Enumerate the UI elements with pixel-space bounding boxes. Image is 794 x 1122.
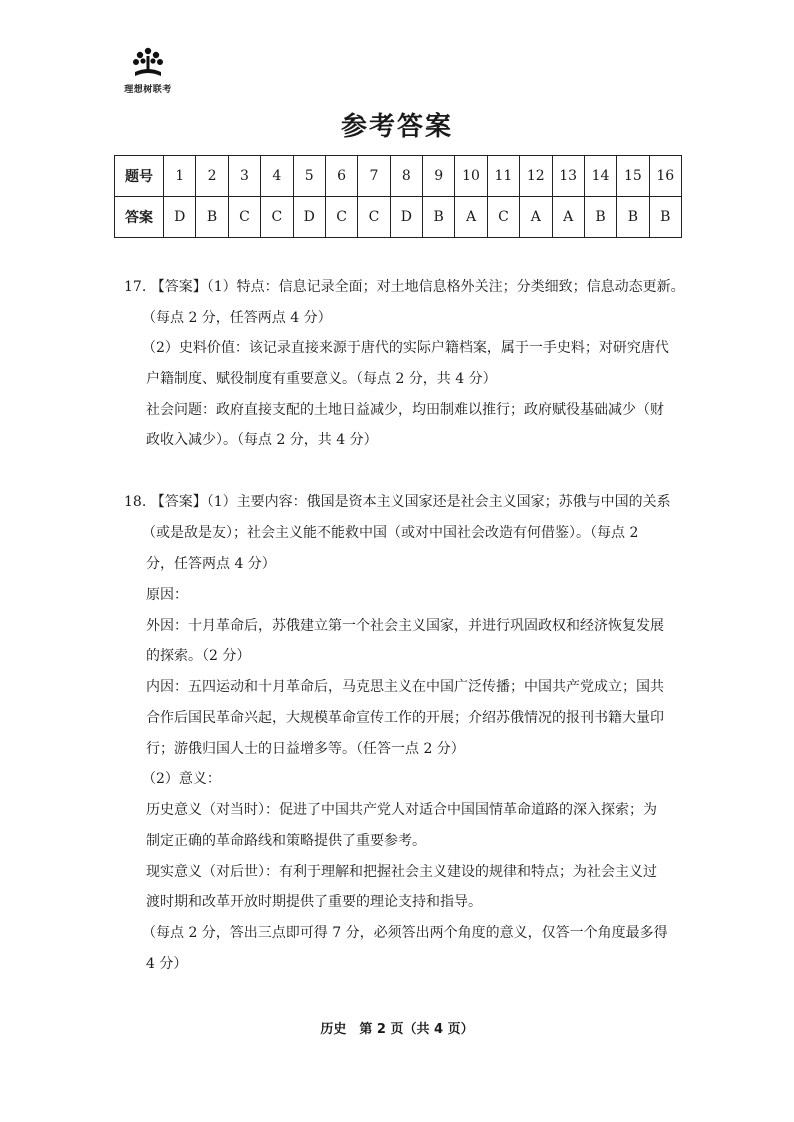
q18-line: 的探索。（2 分）: [146, 648, 251, 664]
logo-text: 理想树联考: [124, 85, 172, 95]
question-number-cell: 9: [423, 156, 455, 197]
answer-cell: B: [423, 197, 455, 238]
q18-line: 合作后国民革命兴起，大规模革命宣传工作的开展；介绍苏俄情况的报刊书籍大量印: [146, 710, 664, 726]
question-number-cell: 11: [487, 156, 519, 197]
q18-line: 原因：: [146, 587, 188, 603]
question-number-cell: 10: [455, 156, 487, 197]
q17-line: 政收入减少）。（每点 2 分，共 4 分）: [146, 432, 378, 448]
answer-cell: C: [487, 197, 519, 238]
question-number-row: [115, 156, 682, 197]
row-label-number: 题号: [115, 156, 164, 197]
q18-line: （2）意义：: [142, 771, 221, 787]
q17-line: 社会问题：政府直接支配的土地日益减少，均田制难以推行；政府赋役基础减少（财: [146, 402, 664, 418]
question-number-cell: 15: [617, 156, 649, 197]
answer-cell: C: [358, 197, 390, 238]
q17-line: 17. 【答案】（1）特点：信息记录全面；对土地信息格外关注；分类细致；信息动态更新。: [124, 279, 685, 295]
question-number-cell: 8: [390, 156, 422, 197]
answer-cell: B: [196, 197, 228, 238]
question-number-cell: 14: [584, 156, 616, 197]
question-number-cell: 7: [358, 156, 390, 197]
question-number-cell: 13: [552, 156, 584, 197]
answer-cell: C: [261, 197, 293, 238]
question-number-cell: 6: [325, 156, 357, 197]
q17-line: （每点 2 分，任答两点 4 分）: [142, 310, 332, 326]
q18-line: 外因：十月革命后，苏俄建立第一个社会主义国家，并进行巩固政权和经济恢复发展: [146, 618, 664, 634]
q18-line: 18. 【答案】（1）主要内容：俄国是资本主义国家还是社会主义国家；苏俄与中国的关系: [124, 494, 671, 510]
q18-line: 内因：五四运动和十月革命后，马克思主义在中国广泛传播；中国共产党成立；国共: [146, 679, 664, 695]
q18-line: 4 分）: [146, 956, 188, 972]
q18-line: 渡时期和改革开放时期提供了重要的理论支持和指导。: [146, 894, 482, 910]
question-number-cell: 5: [293, 156, 325, 197]
q17-line: 户籍制度、赋役制度有重要意义。（每点 2 分，共 4 分）: [146, 371, 497, 387]
q18-line: 行；游俄归国人士的日益增多等。（任答一点 2 分）: [146, 741, 465, 757]
question-number-cell: 2: [196, 156, 228, 197]
question-number-cell: 3: [228, 156, 260, 197]
tree-logo-icon: [131, 46, 165, 80]
question-number-cell: 12: [520, 156, 552, 197]
answer-cell: D: [164, 197, 196, 238]
answer-cell: B: [649, 197, 681, 238]
q18-line: （每点 2 分，答出三点即可得 7 分，必须答出两个角度的意义，仅答一个角度最多得: [142, 925, 668, 941]
page-title: 参考答案: [340, 112, 453, 142]
answer-table: [114, 155, 682, 238]
q18-line: 分，任答两点 4 分）: [146, 556, 276, 572]
row-label-answer: 答案: [115, 197, 164, 238]
answer-cell: A: [520, 197, 552, 238]
answer-cell: B: [584, 197, 616, 238]
answer-cell: D: [293, 197, 325, 238]
answer-row: [115, 197, 682, 238]
page-footer: 历史 第 2 页（共 4 页）: [320, 1022, 474, 1037]
q18-line: 现实意义（对后世）：有利于理解和把握社会主义建设的规律和特点；为社会主义过: [146, 864, 657, 880]
answer-cell: D: [390, 197, 422, 238]
q18-line: 制定正确的革命路线和策略提供了重要参考。: [146, 833, 426, 849]
question-number-cell: 4: [261, 156, 293, 197]
logo: [118, 46, 178, 95]
q18-line: 历史意义（对当时）：促进了中国共产党人对适合中国国情革命道路的深入探索；为: [146, 802, 657, 818]
question-number-cell: 16: [649, 156, 681, 197]
answer-cell: C: [325, 197, 357, 238]
answer-cell: A: [455, 197, 487, 238]
q17-line: （2）史料价值：该记录直接来源于唐代的实际户籍档案，属于一手史料；对研究唐代: [142, 340, 669, 356]
q18-line: （或是敌是友）；社会主义能不能救中国（或对中国社会改造有何借鉴）。（每点 2: [142, 525, 639, 541]
answer-cell: A: [552, 197, 584, 238]
answer-cell: B: [617, 197, 649, 238]
answer-cell: C: [228, 197, 260, 238]
question-number-cell: 1: [164, 156, 196, 197]
